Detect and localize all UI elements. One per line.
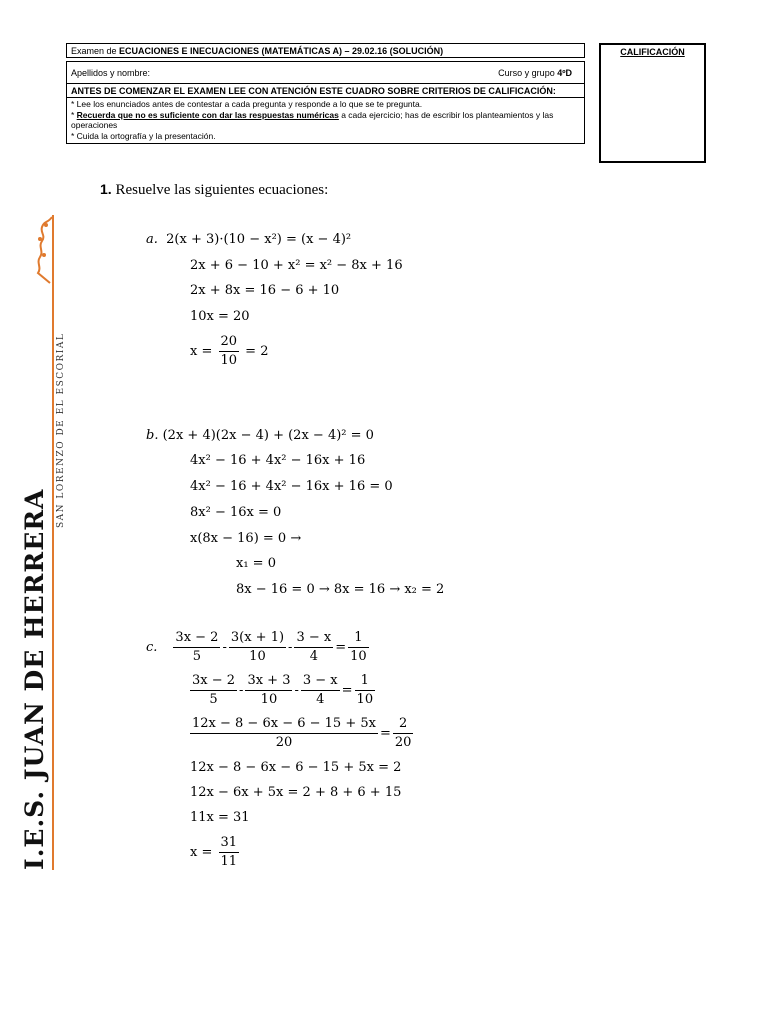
- exam-header: [66, 43, 585, 144]
- c-x-equals: x =: [190, 845, 217, 860]
- c-line-2: $\frac{3x - 2}{5}$ - $\frac{3x + 3}{10}$ - $\frac{3 - x}{4}$ = $\frac{1}{10}$: [192, 673, 374, 707]
- b-line-7: 8x − 16 = 0 → 8x = 16 → x₂ = 2: [236, 582, 445, 597]
- b-line-5: x(8x − 16) = 0 →: [190, 531, 302, 546]
- a-line-3: 2x + 8x = 16 − 6 + 10: [190, 283, 340, 298]
- c1-f3-num: 3 − x: [294, 630, 333, 648]
- rule-2-bold: Recuerda que no es suficiente con dar las respuestas numéricas: [76, 109, 339, 120]
- school-location-vertical: SAN LORENZO DE EL ESCORIAL: [56, 332, 66, 528]
- a-result: = 2: [241, 344, 269, 359]
- c2-f2-den: 10: [260, 692, 278, 707]
- c1-frac-result: [348, 630, 369, 665]
- c1-frac-1: [173, 630, 220, 665]
- rule-1: * Lee los enunciados antes de contestar a cada pregunta y responde a lo que se te pregunta.: [71, 99, 423, 109]
- c2-frac-3: [301, 673, 340, 708]
- c2-f3-num: 3 − x: [301, 673, 340, 691]
- c-final-fraction: [219, 835, 240, 870]
- a-line-4: 10x = 20: [190, 309, 250, 324]
- c3-den: 20: [275, 735, 293, 750]
- c2-frac-1: [190, 673, 237, 708]
- school-name-vertical: I.E.S. JUAN DE HERRERA: [20, 488, 49, 870]
- c1-r-den: 10: [350, 649, 367, 664]
- c3-frac-result: [393, 716, 414, 751]
- c-final-den: 11: [220, 854, 238, 869]
- b-line-3: 4x² − 16 + 4x² − 16x + 16 = 0: [190, 479, 393, 494]
- c2-f2-num: 3x + 3: [245, 673, 292, 691]
- c-line-3: $\frac{12x - 8 - 6x - 6 - 15 + 5x}{20}$ = $\frac{2}{20}$: [192, 716, 412, 750]
- c2-f1-num: 3x − 2: [190, 673, 237, 691]
- criteria-rules: [66, 97, 585, 144]
- c3-num: 12x − 8 − 6x − 6 − 15 + 5x: [190, 716, 378, 734]
- criteria-warning: ANTES DE COMENZAR EL EXAMEN LEE CON ATENCIÓN ESTE CUADRO SOBRE CRITERIOS DE CALIFICACIÓN:: [66, 84, 585, 97]
- c1-f1-num: 3x − 2: [173, 630, 220, 648]
- rule-2-prefix: *: [71, 109, 77, 120]
- c1-f3-den: 4: [309, 649, 318, 664]
- b-line-2: 4x² − 16 + 4x² − 16x + 16: [190, 453, 366, 468]
- exam-prefix: Examen de: [71, 46, 120, 56]
- question-text: Resuelve las siguientes ecuaciones:: [111, 182, 329, 198]
- b-label: b.: [146, 428, 159, 443]
- rule-2-rest: a cada ejercicio; has de escribir los planteamientos y las operaciones: [71, 109, 554, 130]
- c1-frac-2: [229, 630, 286, 665]
- b-equation: (2x + 4)(2x − 4) + (2x − 4)² = 0: [162, 428, 374, 443]
- name-label: Apellidos y nombre:: [71, 67, 151, 78]
- c-line-6: 11x = 31: [190, 810, 250, 825]
- c1-r-num: 1: [348, 630, 369, 648]
- c-line-5: 12x − 6x + 5x = 2 + 8 + 6 + 15: [190, 785, 402, 800]
- c-label: c.: [146, 639, 158, 655]
- logo-divider-line: [52, 215, 54, 870]
- c2-frac-result: [355, 673, 376, 708]
- b-line-6: x₁ = 0: [236, 556, 276, 571]
- exam-title: ECUACIONES E INECUACIONES (MATEMÁTICAS A) – 29.02.16 (SOLUCIÓN): [119, 46, 444, 56]
- b-line-4: 8x² − 16x = 0: [190, 505, 282, 520]
- c2-frac-2: [245, 673, 292, 708]
- question-number: 1.: [100, 181, 112, 197]
- c1-f2-num: 3(x + 1): [229, 630, 286, 648]
- c2-f1-den: 5: [209, 692, 218, 707]
- c-final-num: 31: [219, 835, 240, 853]
- c1-frac-3: [294, 630, 333, 665]
- course-label: Curso y grupo: [498, 67, 558, 78]
- c3-r-num: 2: [393, 716, 414, 734]
- c2-r-num: 1: [355, 673, 376, 691]
- grade-box: [599, 43, 706, 163]
- grade-label: CALIFICACIÓN: [620, 47, 685, 57]
- a-x-equals: x =: [190, 344, 217, 359]
- course-info: [498, 68, 572, 78]
- a-equation: 2(x + 3)·(10 − x²) = (x − 4)²: [166, 232, 352, 247]
- c-line-1: c. $\frac{3x - 2}{5}$ - $\frac{3(x + 1)}{10}$ - $\frac{3 - x}{4}$ = $\frac{1}{10}$: [146, 630, 367, 664]
- c1-f1-den: 5: [192, 649, 202, 664]
- c2-r-den: 10: [356, 692, 374, 707]
- a-line-1: [146, 232, 351, 248]
- c1-f2-den: 10: [249, 649, 266, 664]
- c3-frac-main: [190, 716, 378, 751]
- c3-r-den: 20: [394, 735, 412, 750]
- rule-2: [71, 110, 580, 131]
- c2-f3-den: 4: [316, 692, 325, 707]
- a-line-2: 2x + 6 − 10 + x² = x² − 8x + 16: [190, 258, 403, 273]
- c-line-4: 12x − 8 − 6x − 6 − 15 + 5x = 2: [190, 760, 402, 775]
- a-label: a.: [146, 232, 158, 247]
- a-fraction-num: 20: [219, 334, 240, 352]
- rule-3: * Cuida la ortografía y la presentación.: [71, 130, 216, 141]
- a-fraction: [219, 334, 240, 369]
- c-line-7: [190, 835, 241, 870]
- a-fraction-den: 10: [220, 353, 238, 368]
- question-1-heading: [100, 181, 328, 199]
- exam-title-row: [66, 43, 585, 58]
- b-line-1: [146, 428, 374, 444]
- a-line-5: [190, 334, 268, 369]
- course-value: 4ºD: [557, 67, 572, 78]
- student-info-row: [66, 61, 585, 84]
